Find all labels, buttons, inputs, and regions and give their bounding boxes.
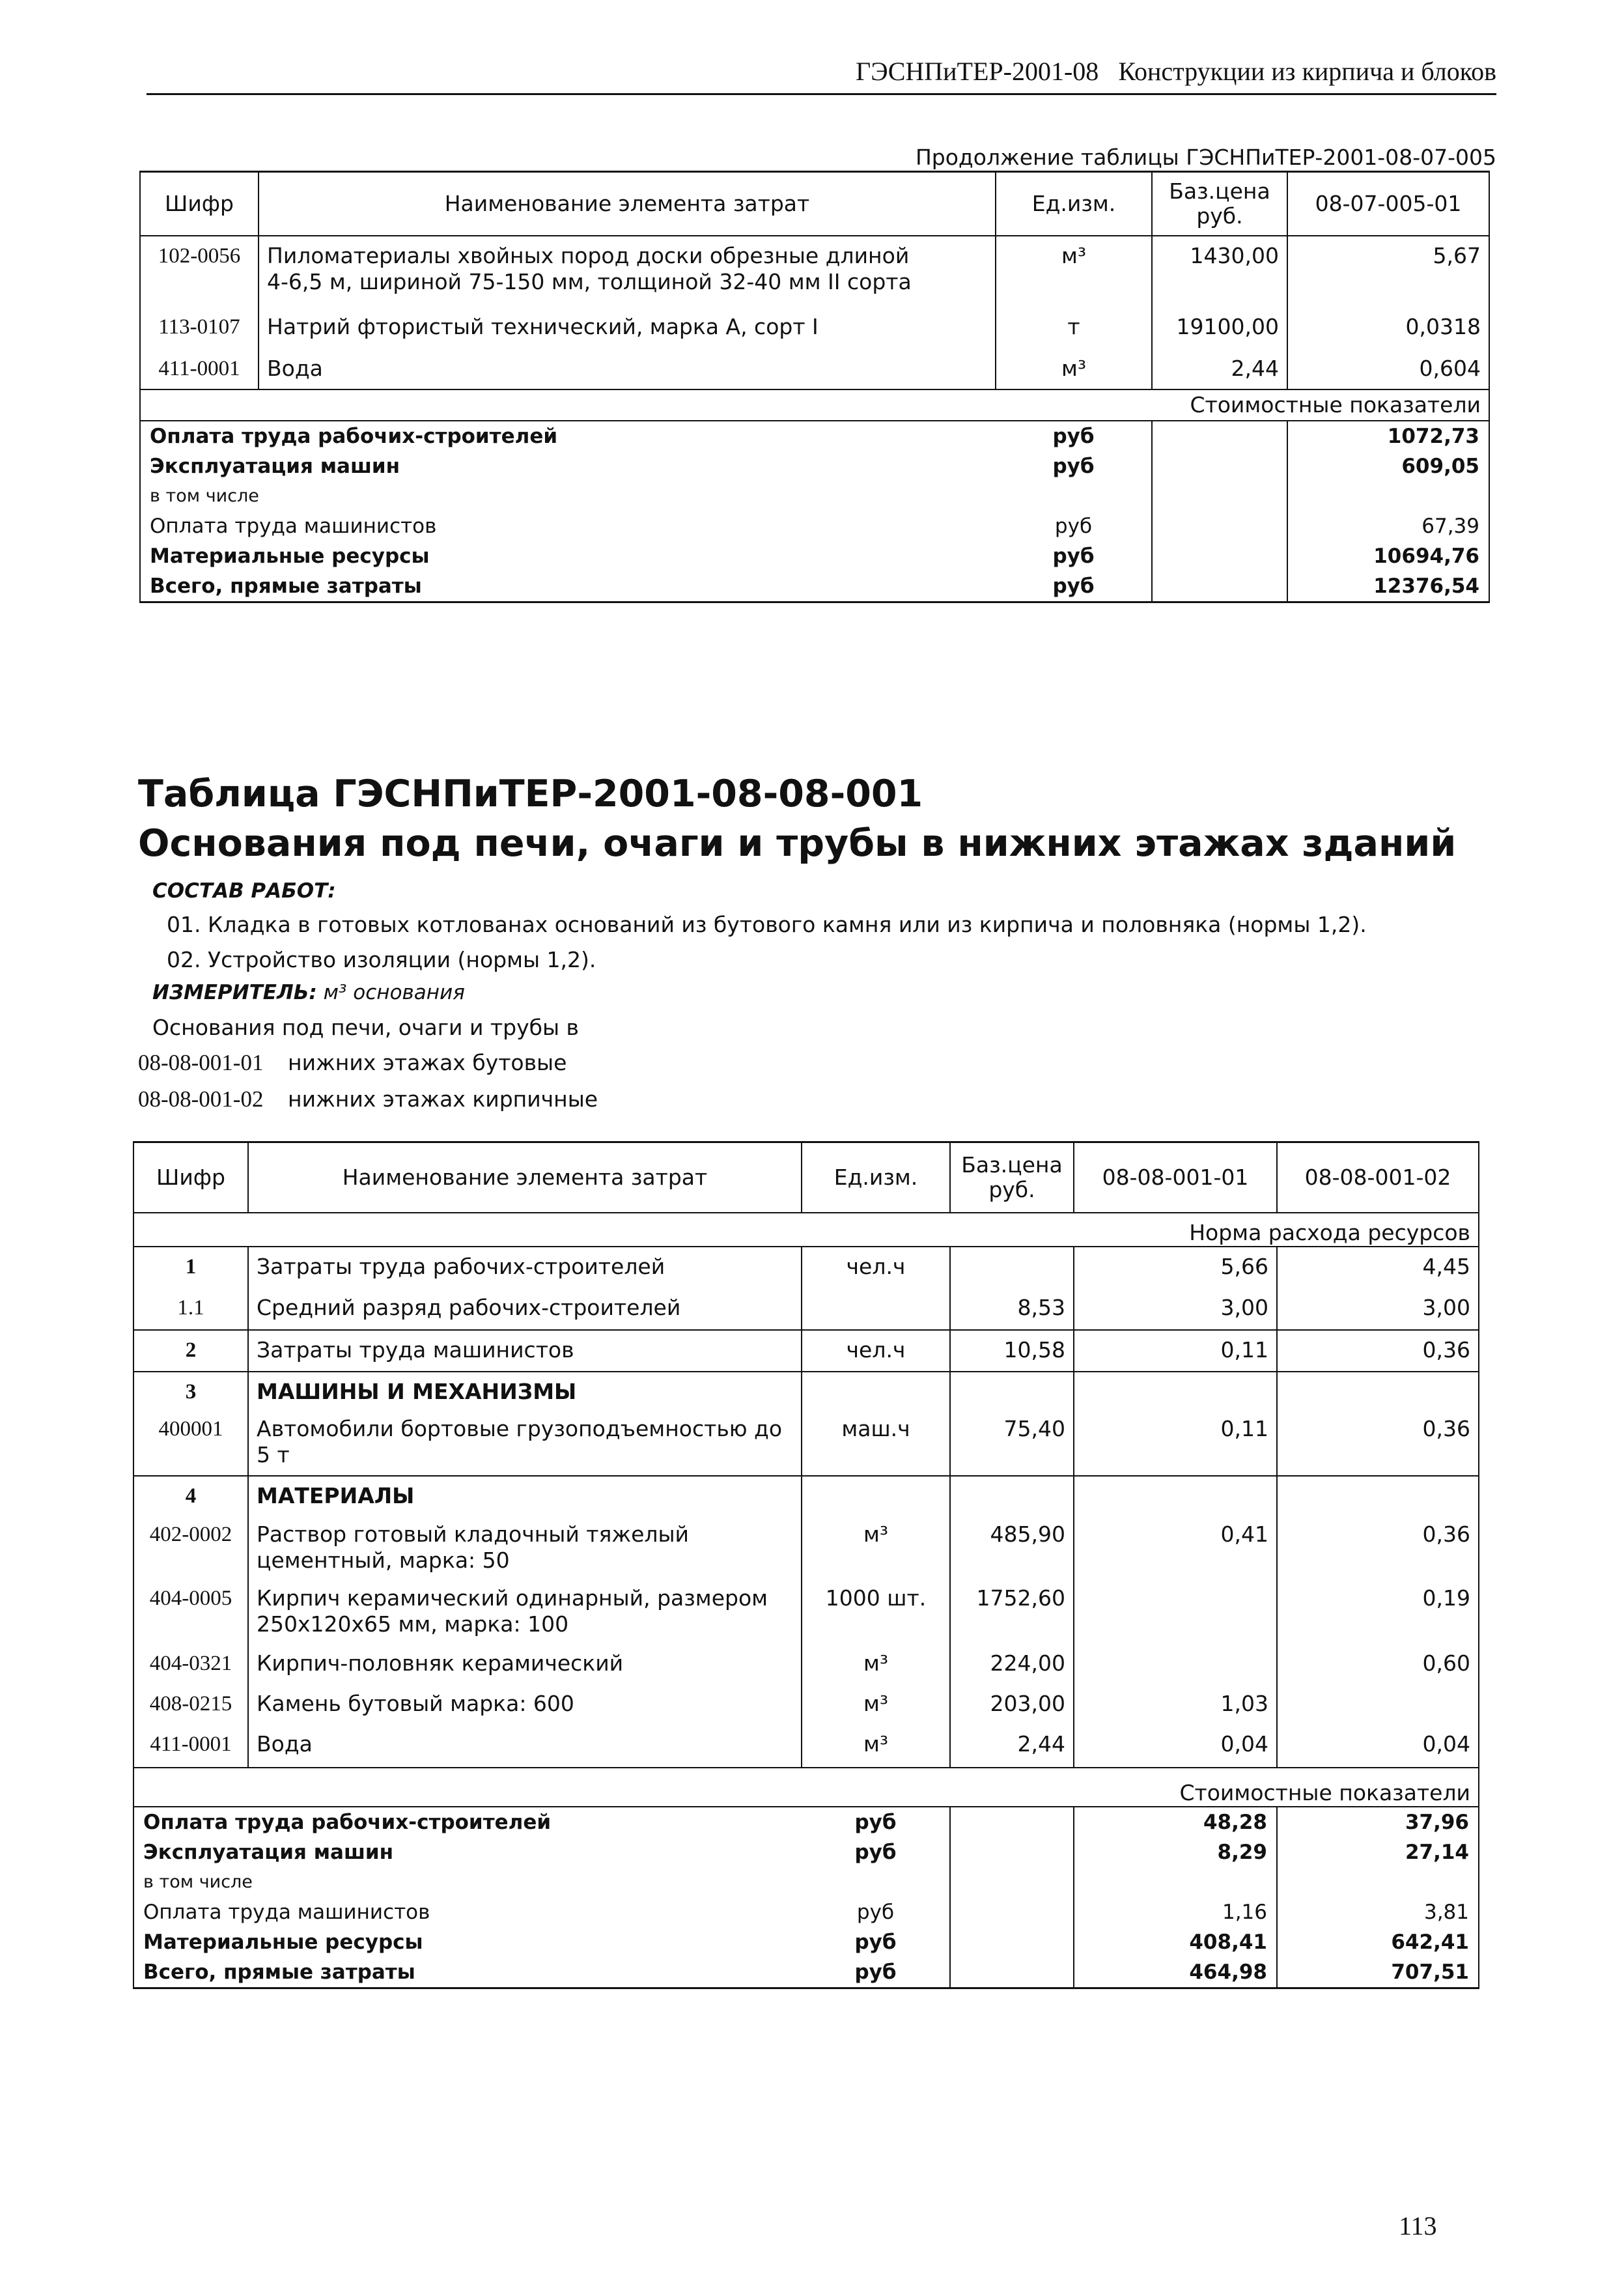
summary-value-2: 37,96 xyxy=(1277,1807,1479,1837)
row-name-line2: 250х120х65 мм, марка: 100 xyxy=(257,1611,569,1637)
row-value-1 xyxy=(1074,1581,1277,1647)
running-header xyxy=(856,56,1496,87)
summary-value-1: 8,29 xyxy=(1074,1837,1277,1867)
norm-code: 08-08-001-01 xyxy=(138,1050,264,1075)
row-value-1: 3,00 xyxy=(1074,1288,1277,1330)
summary-row xyxy=(140,511,1489,541)
summary-row xyxy=(133,1897,1479,1927)
table2-header-col2: 08-08-001-02 xyxy=(1277,1142,1479,1213)
row-code: 404-0321 xyxy=(133,1647,248,1687)
row-price: 75,40 xyxy=(950,1413,1074,1476)
row-name-line2: 5 т xyxy=(257,1441,290,1467)
row-name: Вода xyxy=(259,348,996,389)
summary-unit: руб xyxy=(996,541,1152,571)
summary-value-1: 67,39 xyxy=(1287,511,1489,541)
row-name: Средний разряд рабочих-строителей xyxy=(248,1288,802,1330)
table-row xyxy=(133,1476,1479,1518)
summary-value-1: 10694,76 xyxy=(1287,541,1489,571)
row-value-1: 1,03 xyxy=(1074,1687,1277,1727)
summary-price xyxy=(950,1867,1074,1897)
row-value-2: 0,60 xyxy=(1277,1647,1479,1687)
row-price: 2,44 xyxy=(950,1727,1074,1768)
summary-unit: руб xyxy=(802,1957,950,1988)
row-value-2 xyxy=(1277,1476,1479,1518)
row-code: 1.1 xyxy=(133,1288,248,1330)
row-price xyxy=(950,1372,1074,1413)
row-price: 8,53 xyxy=(950,1288,1074,1330)
row-value-2: 4,45 xyxy=(1277,1247,1479,1288)
row-unit: м³ xyxy=(802,1647,950,1687)
row-price xyxy=(950,1476,1074,1518)
header-rule xyxy=(147,93,1496,95)
row-code: 411-0001 xyxy=(140,348,259,389)
summary-value-1: 1,16 xyxy=(1074,1897,1277,1927)
row-value-1 xyxy=(1074,1647,1277,1687)
table1 xyxy=(139,171,1490,603)
norm-text: нижних этажах кирпичные xyxy=(288,1086,598,1112)
row-code: 102-0056 xyxy=(140,236,259,306)
row-value-1: 0,0318 xyxy=(1287,306,1489,348)
summary-value-1: 408,41 xyxy=(1074,1927,1277,1957)
table2-header-row xyxy=(133,1142,1479,1213)
table1-header-row xyxy=(140,172,1489,236)
table2-header-code: Шифр xyxy=(133,1142,248,1213)
summary-row xyxy=(140,571,1489,602)
summary-label: Оплата труда рабочих-строителей xyxy=(140,421,996,451)
row-unit: м³ xyxy=(996,348,1152,389)
row-unit: м³ xyxy=(996,236,1152,306)
row-code: 1 xyxy=(133,1247,248,1288)
table1-continuation-caption: Продолжение таблицы ГЭСНПиТЕР-2001-08-07-005 xyxy=(915,145,1496,170)
section-cost-label: Стоимостные показатели xyxy=(140,389,1489,421)
row-value-1: 5,67 xyxy=(1287,236,1489,306)
row-value-1: 5,66 xyxy=(1074,1247,1277,1288)
row-price xyxy=(950,1247,1074,1288)
row-value-2: 0,36 xyxy=(1277,1518,1479,1581)
price-label-line2: руб. xyxy=(1196,203,1243,229)
summary-value-2: 27,14 xyxy=(1277,1837,1479,1867)
row-code: 113-0107 xyxy=(140,306,259,348)
table2-header-unit: Ед.изм. xyxy=(802,1142,950,1213)
row-value-2: 0,19 xyxy=(1277,1581,1479,1647)
row-value-1: 0,11 xyxy=(1074,1413,1277,1476)
summary-unit: руб xyxy=(996,451,1152,481)
row-name xyxy=(259,236,996,306)
summary-unit: руб xyxy=(996,511,1152,541)
summary-row xyxy=(140,421,1489,451)
row-value-2: 0,04 xyxy=(1277,1727,1479,1768)
summary-value-1: 48,28 xyxy=(1074,1807,1277,1837)
table-row xyxy=(133,1413,1479,1476)
summary-value-1: 12376,54 xyxy=(1287,571,1489,602)
row-value-1 xyxy=(1074,1476,1277,1518)
summary-row xyxy=(133,1957,1479,1988)
row-value-2: 0,36 xyxy=(1277,1413,1479,1476)
row-value-1: 0,11 xyxy=(1074,1330,1277,1372)
summary-unit xyxy=(996,481,1152,511)
table1-header-code: Шифр xyxy=(140,172,259,236)
row-value-1: 0,604 xyxy=(1287,348,1489,389)
summary-row xyxy=(133,1807,1479,1837)
table-subtitle: Основания под печи, очаги и трубы в нижних этажах зданий xyxy=(138,822,1457,865)
row-value-1 xyxy=(1074,1372,1277,1413)
summary-label: в том числе xyxy=(133,1867,802,1897)
row-name: Кирпич-половняк керамический xyxy=(248,1647,802,1687)
row-name-line1: Кирпич керамический одинарный, размером xyxy=(257,1585,768,1611)
table2-header-price xyxy=(950,1142,1074,1213)
row-price: 224,00 xyxy=(950,1647,1074,1687)
summary-value-1: 609,05 xyxy=(1287,451,1489,481)
row-unit: 1000 шт. xyxy=(802,1581,950,1647)
row-code: 2 xyxy=(133,1330,248,1372)
row-name-line1: Пиломатериалы хвойных пород доски обрезные длиной xyxy=(267,242,910,268)
row-price: 203,00 xyxy=(950,1687,1074,1727)
norm-item xyxy=(138,1086,598,1112)
row-name-line1: Раствор готовый кладочный тяжелый xyxy=(257,1521,689,1547)
table1-header-name: Наименование элемента затрат xyxy=(259,172,996,236)
table-row xyxy=(140,348,1489,389)
summary-label: Материальные ресурсы xyxy=(133,1927,802,1957)
table-row xyxy=(133,1518,1479,1581)
row-price: 1752,60 xyxy=(950,1581,1074,1647)
summary-value-2: 3,81 xyxy=(1277,1897,1479,1927)
table2-header-name: Наименование элемента затрат xyxy=(248,1142,802,1213)
price-label-line1: Баз.цена xyxy=(961,1152,1063,1178)
row-price: 19100,00 xyxy=(1152,306,1287,348)
summary-value-1 xyxy=(1074,1867,1277,1897)
work-item: 02. Устройство изоляции (нормы 1,2). xyxy=(167,947,596,972)
summary-row xyxy=(140,451,1489,481)
summary-label: Эксплуатация машин xyxy=(133,1837,802,1867)
summary-label: Материальные ресурсы xyxy=(140,541,996,571)
row-name: Камень бутовый марка: 600 xyxy=(248,1687,802,1727)
row-code: 402-0002 xyxy=(133,1518,248,1581)
table-row xyxy=(140,306,1489,348)
norm-item xyxy=(138,1050,567,1076)
summary-unit: руб xyxy=(996,571,1152,602)
row-code: 400001 xyxy=(133,1413,248,1476)
row-unit: маш.ч xyxy=(802,1413,950,1476)
row-unit: чел.ч xyxy=(802,1247,950,1288)
summary-unit: руб xyxy=(802,1807,950,1837)
row-name-line2: 4-6,5 м, шириной 75-150 мм, толщиной 32-40 мм II сорта xyxy=(267,268,912,294)
row-name: МАТЕРИАЛЫ xyxy=(248,1476,802,1518)
summary-price xyxy=(950,1927,1074,1957)
row-name: Натрий фтористый технический, марка А, сорт I xyxy=(259,306,996,348)
row-unit: м³ xyxy=(802,1727,950,1768)
row-unit: чел.ч xyxy=(802,1330,950,1372)
summary-price xyxy=(950,1897,1074,1927)
summary-label: Всего, прямые затраты xyxy=(133,1957,802,1988)
page-number: 113 xyxy=(1399,2211,1437,2241)
table2 xyxy=(133,1141,1479,1989)
row-code: 408-0215 xyxy=(133,1687,248,1727)
row-code: 3 xyxy=(133,1372,248,1413)
header-code: ГЭСНПиТЕР-2001-08 xyxy=(856,57,1099,86)
summary-value-1: 464,98 xyxy=(1074,1957,1277,1988)
summary-row xyxy=(133,1927,1479,1957)
row-unit xyxy=(802,1476,950,1518)
table1-header-unit: Ед.изм. xyxy=(996,172,1152,236)
section-norm-label: Норма расхода ресурсов xyxy=(133,1213,1479,1247)
table-row xyxy=(133,1687,1479,1727)
summary-unit: руб xyxy=(802,1927,950,1957)
table-row xyxy=(133,1372,1479,1413)
summary-value-2 xyxy=(1277,1867,1479,1897)
summary-row xyxy=(140,481,1489,511)
summary-price xyxy=(1152,541,1287,571)
row-unit xyxy=(802,1288,950,1330)
row-price: 10,58 xyxy=(950,1330,1074,1372)
norm-code: 08-08-001-02 xyxy=(138,1086,264,1112)
row-code: 404-0005 xyxy=(133,1581,248,1647)
summary-label: Всего, прямые затраты xyxy=(140,571,996,602)
summary-row xyxy=(140,541,1489,571)
summary-label: Оплата труда рабочих-строителей xyxy=(133,1807,802,1837)
izmeritel-value: м³ основания xyxy=(323,981,465,1004)
summary-label: Оплата труда машинистов xyxy=(133,1897,802,1927)
summary-row xyxy=(133,1837,1479,1867)
summary-unit xyxy=(802,1867,950,1897)
row-price: 2,44 xyxy=(1152,348,1287,389)
table2-section-cost xyxy=(133,1768,1479,1807)
summary-price xyxy=(950,1957,1074,1988)
row-value-2 xyxy=(1277,1372,1479,1413)
summary-unit: руб xyxy=(802,1837,950,1867)
row-value-2: 3,00 xyxy=(1277,1288,1479,1330)
summary-price xyxy=(1152,511,1287,541)
row-value-2 xyxy=(1277,1687,1479,1727)
summary-value-1: 1072,73 xyxy=(1287,421,1489,451)
table-row xyxy=(133,1727,1479,1768)
row-name: МАШИНЫ И МЕХАНИЗМЫ xyxy=(248,1372,802,1413)
row-value-1: 0,41 xyxy=(1074,1518,1277,1581)
summary-label: Эксплуатация машин xyxy=(140,451,996,481)
row-code: 411-0001 xyxy=(133,1727,248,1768)
summary-label: в том числе xyxy=(140,481,996,511)
table1-header-col1: 08-07-005-01 xyxy=(1287,172,1489,236)
row-unit: м³ xyxy=(802,1687,950,1727)
table-row xyxy=(133,1330,1479,1372)
summary-price xyxy=(1152,451,1287,481)
row-price: 1430,00 xyxy=(1152,236,1287,306)
summary-label: Оплата труда машинистов xyxy=(140,511,996,541)
sostav-label: СОСТАВ РАБОТ: xyxy=(152,879,336,903)
row-code: 4 xyxy=(133,1476,248,1518)
price-label-line1: Баз.цена xyxy=(1169,178,1270,204)
row-name: Вода xyxy=(248,1727,802,1768)
row-name xyxy=(248,1581,802,1647)
summary-price xyxy=(1152,421,1287,451)
row-name xyxy=(248,1518,802,1581)
row-name xyxy=(248,1413,802,1476)
row-value-2: 0,36 xyxy=(1277,1330,1479,1372)
table2-section-norm xyxy=(133,1213,1479,1247)
summary-price xyxy=(1152,481,1287,511)
row-price: 485,90 xyxy=(950,1518,1074,1581)
row-unit xyxy=(802,1372,950,1413)
table-row xyxy=(140,236,1489,306)
row-name: Затраты труда машинистов xyxy=(248,1330,802,1372)
work-item: 01. Кладка в готовых котлованах оснований из бутового камня или из кирпича и половняка (нормы 1,2). xyxy=(167,912,1367,937)
table-row xyxy=(133,1581,1479,1647)
row-unit: т xyxy=(996,306,1152,348)
summary-price xyxy=(950,1807,1074,1837)
table-row xyxy=(133,1288,1479,1330)
row-name-line2: цементный, марка: 50 xyxy=(257,1547,510,1573)
summary-price xyxy=(950,1837,1074,1867)
row-value-1: 0,04 xyxy=(1074,1727,1277,1768)
summary-row xyxy=(133,1867,1479,1897)
summary-price xyxy=(1152,571,1287,602)
summary-value-1 xyxy=(1287,481,1489,511)
header-title: Конструкции из кирпича и блоков xyxy=(1118,57,1496,86)
summary-unit: руб xyxy=(996,421,1152,451)
summary-unit: руб xyxy=(802,1897,950,1927)
table-row xyxy=(133,1247,1479,1288)
section-cost-label: Стоимостные показатели xyxy=(133,1768,1479,1807)
table-row xyxy=(133,1647,1479,1687)
row-name: Затраты труда рабочих-строителей xyxy=(248,1247,802,1288)
table1-header-price xyxy=(1152,172,1287,236)
summary-value-2: 642,41 xyxy=(1277,1927,1479,1957)
norm-text: нижних этажах бутовые xyxy=(288,1050,567,1075)
izmeritel xyxy=(152,981,465,1004)
summary-value-2: 707,51 xyxy=(1277,1957,1479,1988)
row-unit: м³ xyxy=(802,1518,950,1581)
price-label-line2: руб. xyxy=(988,1176,1035,1202)
table1-section-cost xyxy=(140,389,1489,421)
izmeritel-label: ИЗМЕРИТЕЛЬ: xyxy=(152,981,317,1004)
row-name-line1: Автомобили бортовые грузоподъемностью до xyxy=(257,1415,783,1441)
table2-header-col1: 08-08-001-01 xyxy=(1074,1142,1277,1213)
table-title: Таблица ГЭСНПиТЕР-2001-08-08-001 xyxy=(138,772,923,815)
norms-intro: Основания под печи, очаги и трубы в xyxy=(152,1015,579,1040)
